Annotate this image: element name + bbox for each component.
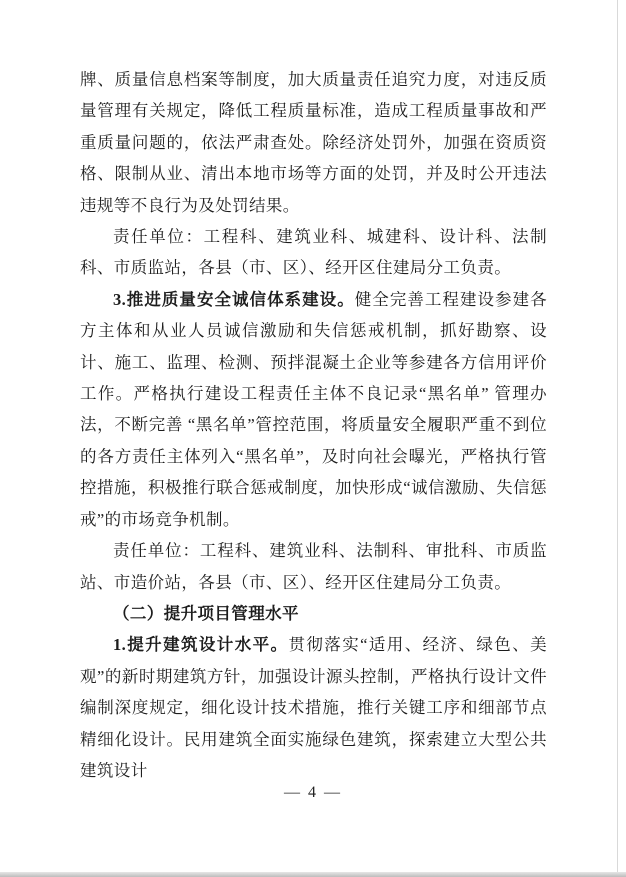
paragraph-text: 贯彻落实“适用、经济、绿色、美观”的新时期建筑方针，加强设计源头控制，严格执行设计文件编制深度规定，细化设计技术措施，推行关键工序和细部节点精细化设计。民用建筑全面实施绿色建筑，探索建立大型公共建筑设计 bbox=[80, 635, 548, 780]
paragraph-lead: 3.推进质量安全诚信体系建设。 bbox=[113, 289, 355, 309]
paragraph-text: 牌、质量信息档案等制度，加大质量责任追究力度，对违反质量管理有关规定，降低工程质量标准，造成工程质量事故和严重质量问题的，依法严肃查处。除经济处罚外，加强在资质资格、限制从业、清出本地市场等方面的处罚，并及时公开违法违规等不良行为及处罚结果。 bbox=[80, 70, 547, 215]
section-heading bbox=[80, 598, 547, 629]
paragraph bbox=[80, 629, 547, 786]
paragraph-text: 健全完善工程建设参建各方主体和从业人员诚信激励和失信惩戒机制，抓好勘察、设计、施工、监理、检测、预拌混凝土企业等参建各方信用评价工作。严格执行建设工程责任主体不良记录“黑名单” 管理办法，不断完善 “黑名单”管控范围，将质量安全履职严重不到位的各方责任主体列入“黑名单”，及时向社会曝光，严格执行管控措施，积极推行联合惩戒制度，加快形成“诚信激励、失信惩戒”的市场竞争机制。 bbox=[80, 289, 548, 529]
scan-shadow-bottom bbox=[0, 872, 626, 877]
scan-shadow-right bbox=[617, 0, 618, 877]
paragraph bbox=[80, 221, 547, 284]
paragraph-text: 责任单位：工程科、建筑业科、法制科、审批科、市质监站、市造价站，各县（市、区）、经开区住建局分工负责。 bbox=[80, 541, 547, 592]
section-heading-text: （二）提升项目管理水平 bbox=[113, 603, 299, 623]
paragraph bbox=[80, 64, 547, 221]
page-number: — 4 — bbox=[284, 784, 342, 801]
paragraph-text: 责任单位：工程科、建筑业科、城建科、设计科、法制科、市质监站，各县（市、区）、经开区住建局分工负责。 bbox=[80, 227, 547, 278]
document-body bbox=[80, 64, 547, 786]
paragraph-lead: 1.提升建筑设计水平。 bbox=[113, 635, 289, 655]
paragraph bbox=[80, 535, 547, 598]
paragraph bbox=[80, 284, 547, 535]
